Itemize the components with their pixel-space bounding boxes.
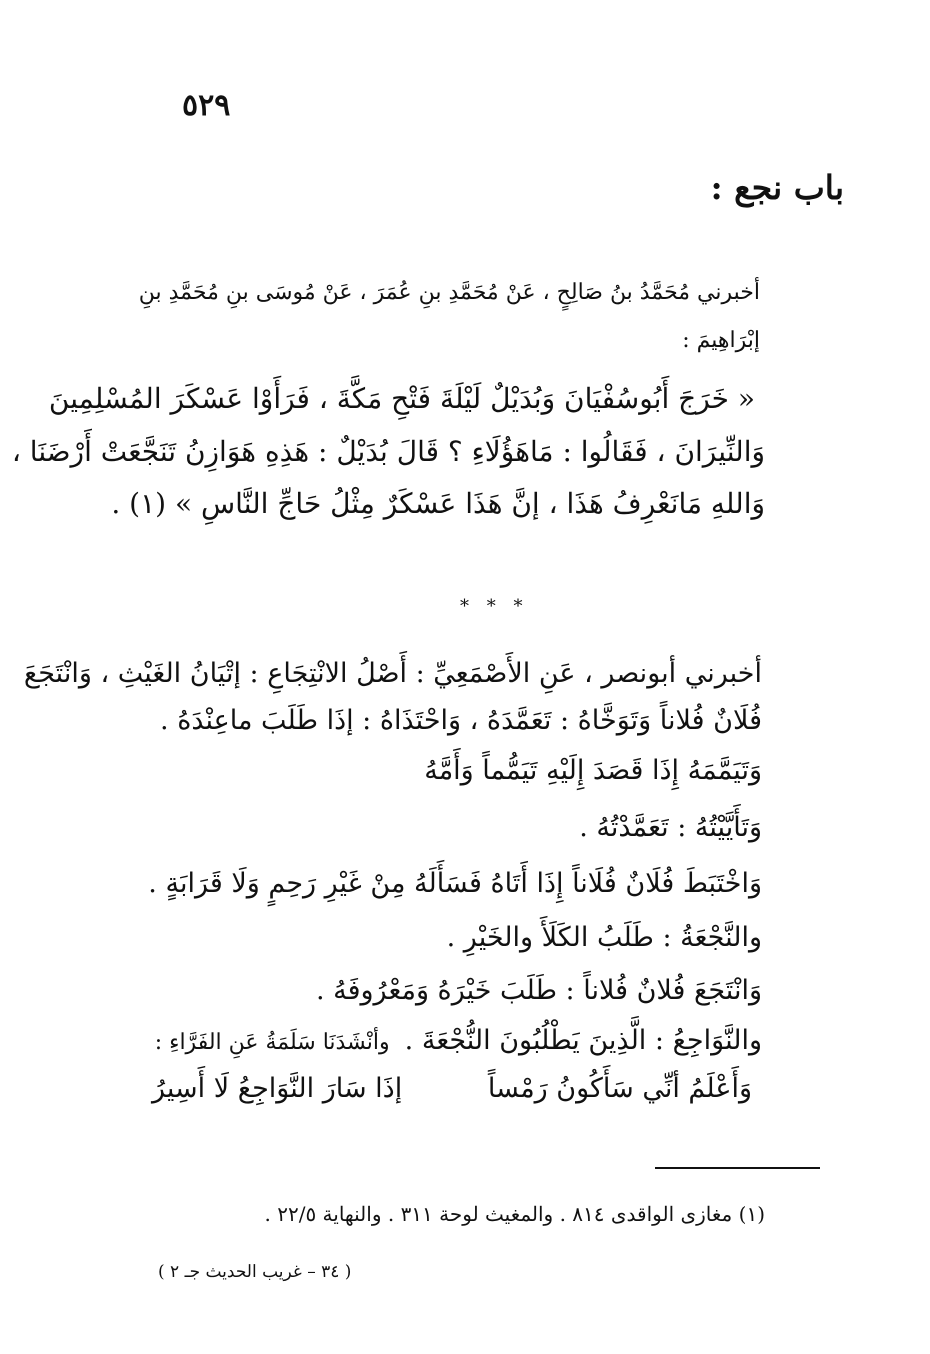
- section-separator: * * *: [460, 596, 529, 617]
- printer-signature: ( ٣٤ – غريب الحديث جـ ٢ ): [158, 1262, 352, 1282]
- verse-first-hemistich: وَأَعْلَمُ أنِّي سَأَكُونُ رَمْساً: [487, 1073, 752, 1104]
- footnote: (١) مغازى الواقدى ٨١٤ . والمغيث لوحة ٣١١ . والنهاية ٢٢/٥ .: [264, 1202, 765, 1226]
- chapter-title: باب نجع :: [710, 168, 844, 207]
- lexical-line-2: فُلَانٌ فُلاناً وَتَوَخَّاهُ : تَعَمَّدَهُ ، وَاحْتَذَاهُ : إذَا طَلَبَ ماعِنْدَهُ .: [160, 705, 762, 736]
- footnote-divider: [655, 1167, 820, 1169]
- page-number: ٥٢٩: [182, 88, 231, 123]
- verse-second-hemistich: إذَا سَارَ النَّوَاجِعُ لَا أَسِيرُ: [152, 1073, 403, 1104]
- lexical-line-3: وَتَيَمَّمَهُ إِذَا قَصَدَ إِلَيْهِ تَيَمُّماً وَأَمَّهُ: [424, 755, 762, 786]
- lexical-line-8-main: والنَّوَاجِعُ : الَّذِينَ يَطْلُبُونَ النُّجْعَةَ .: [404, 1025, 762, 1056]
- isnad-line-1: أخبرني مُحَمَّدُ بنُ صَالِحٍ ، عَنْ مُحَمَّدِ بنِ عُمَرَ ، عَنْ مُوسَى بنِ مُحَمَّدِ بنِ: [138, 280, 760, 305]
- hadith-line-1: « خَرَجَ أَبُوسُفْيَانَ وَبُدَيْلٌ لَيْلَةَ فَتْحِ مَكَّةَ ، فَرَأَوْا عَسْكَرَ المُسْلِمِينَ: [48, 382, 755, 415]
- isnad-line-2: إبْرَاهِيمَ :: [682, 328, 760, 353]
- lexical-line-5: وَاخْتَبَطَ فُلَانٌ فُلَاناً إِذَا أَتَاهُ فَسَأَلَهُ مِنْ غَيْرِ رَحِمٍ وَلَا قَرَابَةٍ .: [148, 868, 762, 899]
- hadith-line-3: وَاللهِ مَانَعْرِفُ هَذَا ، إنَّ هَذَا عَسْكَرٌ مِثْلُ حَاجِّ النَّاسِ » (١) .: [111, 487, 765, 520]
- lexical-line-8-citation: وأنْشَدَنَا سَلَمَةُ عَنِ الفَرَّاءِ :: [154, 1030, 390, 1055]
- lexical-line-4: وَتَأَيَّيْتُهُ : تَعَمَّدْتُهُ .: [579, 812, 762, 843]
- poetry-verse: [152, 1073, 752, 1104]
- lexical-line-6: والنَّجْعَةُ : طَلَبُ الكَلَأَ والخَيْرِ .: [446, 922, 762, 953]
- hadith-line-2: وَالنِّيرَانَ ، فَقَالُوا : مَاهَؤُلَاءِ ؟ قَالَ بُدَيْلٌ : هَذِهِ هَوَازِنُ تَنَجَّعَتْ أَرْضَنَا ،: [11, 435, 765, 468]
- lexical-line-1: أخبرني أبونصر ، عَنِ الأَصْمَعِيِّ : أَصْلُ الانْتِجَاعِ : إتْيَانُ الغَيْثِ ، وَانْتَجَعَ: [23, 658, 762, 689]
- lexical-line-7: وَانْتَجَعَ فُلانٌ فُلاناً : طَلَبَ خَيْرَهُ وَمَعْرُوفَهُ .: [315, 975, 762, 1006]
- lexical-line-8: [155, 1025, 762, 1056]
